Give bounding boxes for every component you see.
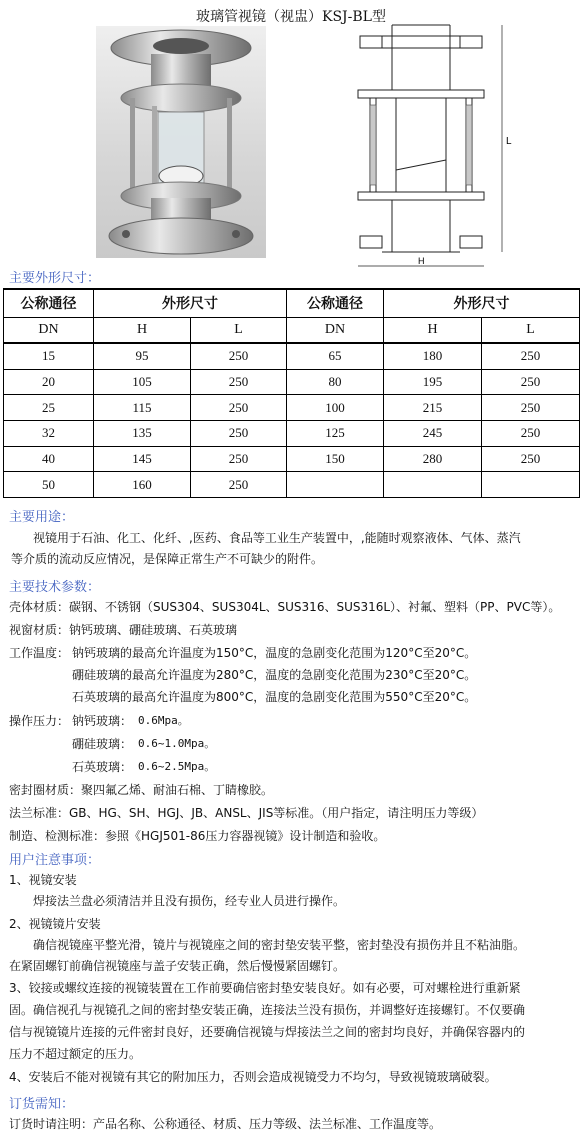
drawing-h-label: H — [418, 256, 425, 266]
dimensions-heading: 主要外形尺寸： — [9, 271, 101, 286]
table-cell: 32 — [4, 421, 94, 447]
dimensions-table — [3, 288, 580, 498]
note-3-line-4: 压力不超过额定的压力。 — [9, 1047, 142, 1061]
table-cell: 65 — [287, 343, 384, 369]
table-cell: 80 — [287, 369, 384, 395]
table-row — [4, 421, 580, 447]
usage-heading: 主要用途： — [9, 510, 75, 525]
table-cell: 145 — [94, 446, 191, 472]
note-1-title: 1、视镜安装 — [9, 873, 77, 887]
col-size-header: 外形尺寸 — [94, 289, 287, 317]
temp-borosilicate: 硼硅玻璃的最高允许温度为280°C，温度的急剧变化范围为230°C至20°C。 — [72, 668, 477, 682]
page-title: 玻璃管视镜（视盅）KSJ-BL型 — [196, 9, 386, 25]
tech-heading: 主要技术参数： — [9, 580, 101, 595]
col-dn-header: 公称通径 — [4, 289, 94, 317]
glass-material: 视窗材质：钠钙玻璃、硼硅玻璃、石英玻璃 — [9, 623, 238, 637]
table-row — [4, 343, 580, 369]
sight-glass-photo-illustration — [96, 26, 266, 258]
table-cell: 160 — [94, 472, 191, 498]
drawing-l-label: L — [506, 136, 512, 147]
table-cell: 20 — [4, 369, 94, 395]
table-cell: 100 — [287, 395, 384, 421]
table-cell: 135 — [94, 421, 191, 447]
note-3-line-1: 3、铰接或螺纹连接的视镜装置在工作前要确信密封垫安装良好。如有必要，可对螺栓进行重新紧 — [9, 981, 521, 995]
technical-drawing — [330, 20, 542, 270]
table-cell: 215 — [384, 395, 482, 421]
table-cell — [384, 472, 482, 498]
pressure-2-value: 0.6~1.0Mpa。 — [138, 737, 216, 750]
pressure-label: 操作压力： — [9, 714, 70, 728]
note-2-title: 2、视镜镜片安装 — [9, 917, 101, 931]
col-size-header: 外形尺寸 — [384, 289, 580, 317]
table-cell: 40 — [4, 446, 94, 472]
note-4: 4、安装后不能对视镜有其它的附加压力，否则会造成视镜受力不均匀，导致视镜玻璃破裂。 — [9, 1070, 497, 1084]
table-cell: 250 — [482, 343, 580, 369]
note-3-line-3: 信与视镜镜片连接的元件密封良好，还要确信视镜与焊接法兰之间的密封均良好，并确保容器内的 — [9, 1025, 526, 1039]
table-subheader-row — [4, 317, 580, 343]
table-cell: 150 — [287, 446, 384, 472]
sight-glass-drawing-svg — [330, 20, 542, 270]
table-row — [4, 446, 580, 472]
pressure-2-name: 硼硅玻璃： — [72, 737, 133, 751]
temp-quartz: 石英玻璃的最高允许温度为800°C，温度的急剧变化范围为550°C至20°C。 — [72, 690, 477, 704]
order-text: 订货时请注明：产品名称、公称通径、材质、压力等级、法兰标准、工作温度等。 — [9, 1117, 442, 1131]
table-cell: 15 — [4, 343, 94, 369]
sub-dn: DN — [4, 317, 94, 343]
pressure-1-name: 钠钙玻璃： — [72, 714, 133, 728]
table-header-row — [4, 289, 580, 317]
temp-soda-lime: 钠钙玻璃的最高允许温度为150°C，温度的急剧变化范围为120°C至20°C。 — [72, 646, 477, 660]
table-cell: 180 — [384, 343, 482, 369]
temp-label: 工作温度： — [9, 646, 70, 660]
table-cell: 250 — [191, 421, 287, 447]
seal-material: 密封圈材质：聚四氟乙烯、耐油石棉、丁睛橡胶。 — [9, 783, 274, 797]
table-cell: 95 — [94, 343, 191, 369]
table-cell: 195 — [384, 369, 482, 395]
flange-standard: 法兰标准：GB、HG、SH、HGJ、JB、ANSL、JIS等标准。（用户指定，请注明压力等级） — [9, 806, 484, 820]
table-cell: 250 — [191, 446, 287, 472]
table-cell: 250 — [191, 472, 287, 498]
table-cell: 280 — [384, 446, 482, 472]
table-cell — [287, 472, 384, 498]
sub-l: L — [191, 317, 287, 343]
order-heading: 订货需知： — [9, 1097, 75, 1112]
note-3-line-2: 固。确信视孔与视镜孔之间的密封垫安装正确，连接法兰没有损伤，并调整好连接螺钉。不仅要确 — [9, 1003, 526, 1017]
sub-h: H — [384, 317, 482, 343]
product-photo — [96, 26, 266, 258]
note-2-body-line-2: 在紧固螺钉前确信视镜座与盖子安装正确，然后慢慢紧固螺钉。 — [9, 959, 346, 973]
table-cell: 250 — [482, 446, 580, 472]
table-row — [4, 472, 580, 498]
shell-material: 壳体材质：碳钢、不锈钢（SUS304、SUS304L、SUS316、SUS316L）、衬氟、塑料（PP、PVC等）。 — [9, 600, 561, 614]
table-cell: 105 — [94, 369, 191, 395]
sub-l: L — [482, 317, 580, 343]
col-dn-header: 公称通径 — [287, 289, 384, 317]
note-1-body: 焊接法兰盘必须清洁并且没有损伤，经专业人员进行操作。 — [33, 894, 346, 908]
manufacturing-standard: 制造、检测标准：参照《HGJ501-86压力容器视镜》设计制造和验收。 — [9, 829, 386, 843]
usage-text-line-1: 视镜用于石油、化工、化纤、,医药、食品等工业生产装置中，,能随时观察液体、气体、蒸汽 — [33, 531, 521, 545]
table-cell: 250 — [482, 395, 580, 421]
table-cell — [482, 472, 580, 498]
table-cell: 50 — [4, 472, 94, 498]
table-cell: 250 — [191, 343, 287, 369]
sub-dn: DN — [287, 317, 384, 343]
note-2-body-line-1: 确信视镜座平整光滑，镜片与视镜座之间的密封垫安装平整，密封垫没有损伤并且不粘油脂。 — [33, 938, 526, 952]
table-cell: 245 — [384, 421, 482, 447]
usage-text-line-2: 等介质的流动反应情况，是保障正常生产不可缺少的附件。 — [11, 552, 324, 566]
table-cell: 125 — [287, 421, 384, 447]
table-cell: 250 — [482, 369, 580, 395]
notes-heading: 用户注意事项： — [9, 853, 101, 868]
pressure-3-name: 石英玻璃： — [72, 760, 133, 774]
table-row — [4, 369, 580, 395]
table-cell: 250 — [482, 421, 580, 447]
table-cell: 115 — [94, 395, 191, 421]
table-cell: 250 — [191, 395, 287, 421]
table-row — [4, 395, 580, 421]
table-cell: 250 — [191, 369, 287, 395]
sub-h: H — [94, 317, 191, 343]
pressure-1-value: 0.6Mpa。 — [138, 714, 189, 727]
table-cell: 25 — [4, 395, 94, 421]
pressure-3-value: 0.6~2.5Mpa。 — [138, 760, 216, 773]
